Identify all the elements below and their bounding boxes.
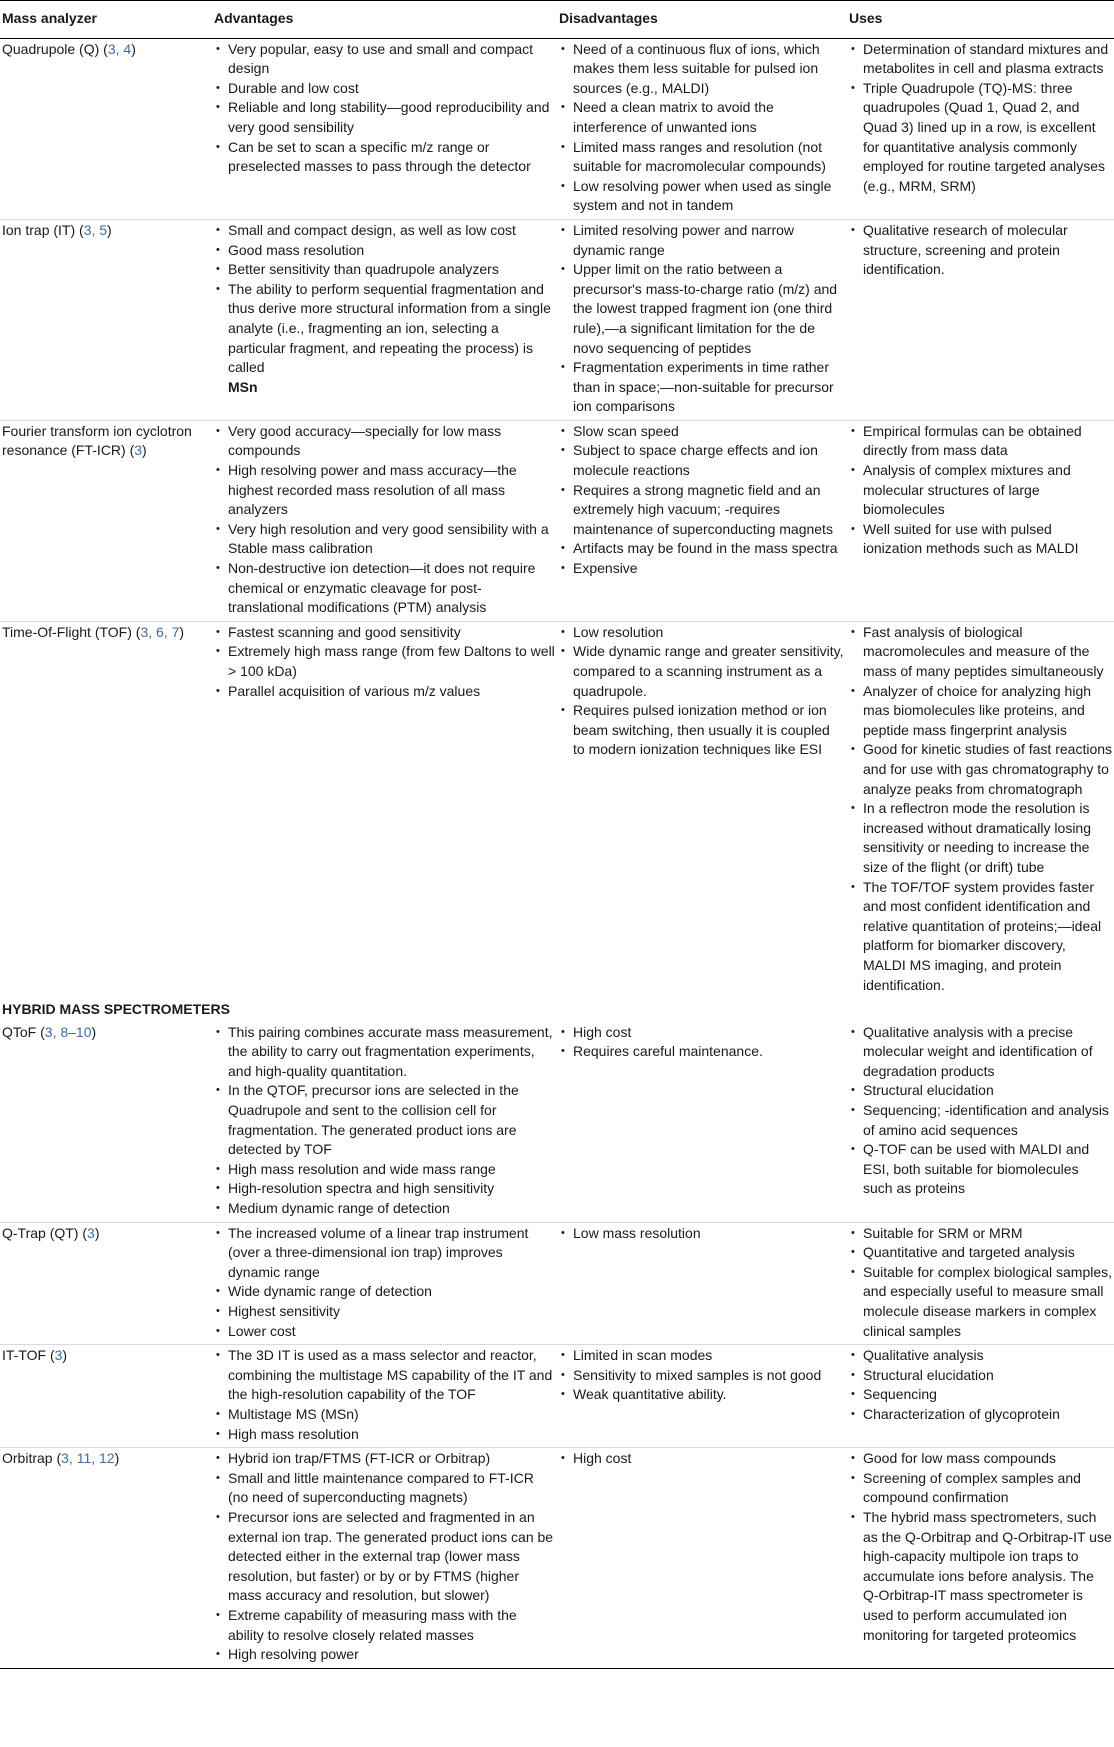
analyzer-name: Q-Trap (QT) (3): [0, 1222, 212, 1345]
list-item: • Sensitivity to mixed samples is not good: [559, 1366, 845, 1386]
table-row: [0, 1448, 1114, 1669]
list-item: • Qualitative analysis: [849, 1346, 1112, 1366]
list-item: • Low resolving power when used as single system and not in tandem: [559, 177, 845, 216]
list-item: • Limited mass ranges and resolution (not suitable for macromolecular compounds): [559, 138, 845, 177]
list-item: • Better sensitivity than quadrupole analyzers: [214, 260, 555, 280]
list-item: • Low resolution: [559, 623, 845, 643]
list-item: • Hybrid ion trap/FTMS (FT-ICR or Orbitrap): [214, 1449, 555, 1469]
uses-cell: [847, 219, 1114, 420]
list-item: • Lower cost: [214, 1322, 555, 1342]
list-item: • Fragmentation experiments in time rather than in space;—non-suitable for precursor ion comparisons: [559, 358, 845, 417]
list-item: • High-resolution spectra and high sensitivity: [214, 1179, 555, 1199]
list-item: • Upper limit on the ratio between a precursor's mass-to-charge ratio (m/z) and the lowest trapped fragment ion (one third rule),—a significant limitation for the de novo sequencing of peptides: [559, 260, 845, 358]
list-item: • The 3D IT is used as a mass selector and reactor, combining the multistage MS capability of the IT and the high-resolution capability of the TOF: [214, 1346, 555, 1405]
analyzer-name: Ion trap (IT) (3, 5): [0, 219, 212, 420]
analyzer-name: IT-TOF (3): [0, 1345, 212, 1448]
reference-link[interactable]: 3: [134, 442, 143, 459]
list-item: • Empirical formulas can be obtained directly from mass data: [849, 422, 1112, 461]
reference-link[interactable]: 3: [54, 1347, 63, 1364]
uses-cell: [847, 1345, 1114, 1448]
disadvantages-cell: [557, 621, 847, 998]
list-item: • Triple Quadrupole (TQ)-MS: three quadrupoles (Quad 1, Quad 2, and Quad 3) lined up in a row, is excellent for quantitative analysis commonly employed for routine targeted analyses (e.g., MRM, SRM): [849, 79, 1112, 197]
list-item: • Small and little maintenance compared to FT-ICR (no need of superconducting magnets): [214, 1469, 555, 1508]
disadvantages-cell: [557, 1022, 847, 1222]
uses-cell: [847, 1022, 1114, 1222]
disadvantages-cell: [557, 38, 847, 219]
header-uses: Uses: [847, 1, 1114, 39]
list-item: • Medium dynamic range of detection: [214, 1199, 555, 1219]
list-item: • Need of a continuous flux of ions, which makes them less suitable for pulsed ion sources (e.g., MALDI): [559, 40, 845, 99]
list-item: • Good mass resolution: [214, 241, 555, 261]
list-item: • Small and compact design, as well as low cost: [214, 221, 555, 241]
list-item: • Characterization of glycoprotein: [849, 1405, 1112, 1425]
list-item: • Well suited for use with pulsed ionization methods such as MALDI: [849, 520, 1112, 559]
list-item: • Non-destructive ion detection—it does not require chemical or enzymatic cleavage for post-translational modifications (PTM) analysis: [214, 559, 555, 618]
list-item: • Very popular, easy to use and small and compact design: [214, 40, 555, 79]
list-item: • Parallel acquisition of various m/z values: [214, 682, 555, 702]
table-row: [0, 621, 1114, 998]
disadvantages-cell: [557, 1345, 847, 1448]
list-item: • Q-TOF can be used with MALDI and ESI, both suitable for biomolecules such as proteins: [849, 1140, 1112, 1199]
list-item: • Artifacts may be found in the mass spectra: [559, 539, 845, 559]
advantages-cell: [212, 38, 557, 219]
list-item: • Precursor ions are selected and fragmented in an external ion trap. The generated product ions can be detected either in the external trap (lower mass resolution, but faster) or by or by FTMS (higher mass accuracy and resolution, but slower): [214, 1508, 555, 1606]
analyzer-name: QToF (3, 8–10): [2, 1023, 97, 1040]
list-item: • Very good accuracy—specially for low mass compounds: [214, 422, 555, 461]
list-item: • Multistage MS (MSn): [214, 1405, 555, 1425]
list-item: • Structural elucidation: [849, 1081, 1112, 1101]
list-item: • Determination of standard mixtures and metabolites in cell and plasma extracts: [849, 40, 1112, 79]
list-item: • Screening of complex samples and compound confirmation: [849, 1469, 1112, 1508]
list-item: • The TOF/TOF system provides faster and most confident identification and relative quantitation of proteins;—ideal platform for biomarker discovery, MALDI MS imaging, and protein identification.: [849, 878, 1112, 996]
analyzer-name: Fourier transform ion cyclotron resonance (FT-ICR) (3): [0, 420, 212, 621]
list-item: • Structural elucidation: [849, 1366, 1112, 1386]
list-item: • Extreme capability of measuring mass with the ability to resolve closely related masses: [214, 1606, 555, 1645]
list-item: • High resolving power and mass accuracy—the highest recorded mass resolution of all mass analyzers: [214, 461, 555, 520]
list-item: • High resolving power: [214, 1645, 555, 1665]
disadvantages-cell: [557, 420, 847, 621]
header-disadvantages: Disadvantages: [557, 1, 847, 39]
list-item: • Need a clean matrix to avoid the interference of unwanted ions: [559, 98, 845, 137]
header-mass-analyzer: Mass analyzer: [0, 1, 212, 39]
list-item: • Limited resolving power and narrow dynamic range: [559, 221, 845, 260]
list-item: • Fastest scanning and good sensitivity: [214, 623, 555, 643]
section-row: [0, 998, 1114, 1022]
list-item: • Fast analysis of biological macromolecules and measure of the mass of many peptides simultaneously: [849, 623, 1112, 682]
table-row: [0, 420, 1114, 621]
list-item: • Highest sensitivity: [214, 1302, 555, 1322]
advantages-cell: [212, 1448, 557, 1669]
list-item: • Weak quantitative ability.: [559, 1385, 845, 1405]
list-item: • Expensive: [559, 559, 845, 579]
list-item: • Durable and low cost: [214, 79, 555, 99]
list-item: • Good for low mass compounds: [849, 1449, 1112, 1469]
uses-cell: [847, 1448, 1114, 1669]
list-item: • Wide dynamic range and greater sensitivity, compared to a scanning instrument as a quadrupole.: [559, 642, 845, 701]
list-item: • Analysis of complex mixtures and molecular structures of large biomolecules: [849, 461, 1112, 520]
analyzer-name: Orbitrap (3, 11, 12): [0, 1448, 212, 1669]
header-row: [0, 1, 1114, 39]
list-item: • Requires careful maintenance.: [559, 1042, 845, 1062]
table-row: [0, 1022, 1114, 1222]
list-item: • This pairing combines accurate mass measurement, the ability to carry out fragmentation experiments, and high-quality quantitation.: [214, 1023, 555, 1082]
list-item: • Sequencing: [849, 1385, 1112, 1405]
disadvantages-cell: [557, 1222, 847, 1345]
reference-link[interactable]: 3, 4: [107, 40, 132, 57]
list-item: • Requires a strong magnetic field and an extremely high vacuum; -requires maintenance of superconducting magnets: [559, 481, 845, 540]
msn-term: MSn: [228, 378, 258, 395]
section-heading: HYBRID MASS SPECTROMETERS: [2, 1001, 230, 1018]
list-item: • Qualitative research of molecular structure, screening and protein identification.: [849, 221, 1112, 280]
list-item: • The ability to perform sequential fragmentation and thus derive more structural information from a single analyte (i.e., fragmenting an ion, selecting a particular fragment, and repeating the process) is called MSn: [214, 280, 555, 398]
table-row: [0, 219, 1114, 420]
advantages-cell: [212, 420, 557, 621]
analyzer-name: Quadrupole (Q) (3, 4): [2, 40, 136, 57]
disadvantages-cell: [557, 1448, 847, 1669]
reference-link[interactable]: 3, 5: [83, 221, 108, 238]
list-item: • Analyzer of choice for analyzing high mas biomolecules like proteins, and peptide mass fingerprint analysis: [849, 682, 1112, 741]
list-item: • Good for kinetic studies of fast reactions and for use with gas chromatography to analyze peaks from chromatograph: [849, 740, 1112, 799]
list-item: • Extremely high mass range (from few Daltons to well > 100 kDa): [214, 642, 555, 681]
list-item: • Reliable and long stability—good reproducibility and very good sensibility: [214, 98, 555, 137]
list-item: • Very high resolution and very good sensibility with a Stable mass calibration: [214, 520, 555, 559]
uses-cell: [847, 38, 1114, 219]
uses-cell: [847, 420, 1114, 621]
list-item: • Sequencing; -identification and analysis of amino acid sequences: [849, 1101, 1112, 1140]
table-row: [0, 38, 1114, 219]
list-item: • High cost: [559, 1449, 845, 1469]
reference-link[interactable]: 3: [87, 1224, 95, 1241]
advantages-cell: [212, 1345, 557, 1448]
reference-link[interactable]: 3, 6, 7: [140, 623, 180, 640]
list-item: • Quantitative and targeted analysis: [849, 1243, 1112, 1263]
table-row: [0, 1222, 1114, 1345]
list-item: • Qualitative analysis with a precise molecular weight and identification of degradation products: [849, 1023, 1112, 1082]
uses-cell: [847, 621, 1114, 998]
reference-link[interactable]: 3, 11, 12: [61, 1450, 115, 1467]
list-item: • The hybrid mass spectrometers, such as the Q-Orbitrap and Q-Orbitrap-IT use high-capacity multipole ion traps to accumulate ions before analysis. The Q-Orbitrap-IT mass spectrometer is used to perform accumulated ion monitoring for targeted proteomics: [849, 1508, 1112, 1645]
list-item: • Wide dynamic range of detection: [214, 1282, 555, 1302]
list-item: • Requires pulsed ionization method or ion beam switching, then usually it is coupled to modern ionization techniques like ESI: [559, 701, 845, 760]
list-item: • In the QTOF, precursor ions are selected in the Quadrupole and sent to the collision cell for fragmentation. The generated product ions are detected by TOF: [214, 1081, 555, 1159]
advantages-cell: [212, 1222, 557, 1345]
table-row: [0, 1345, 1114, 1448]
list-item: • Can be set to scan a specific m/z range or preselected masses to pass through the detector: [214, 138, 555, 177]
header-advantages: Advantages: [212, 1, 557, 39]
list-item: • High cost: [559, 1023, 845, 1043]
list-item: • High mass resolution: [214, 1425, 555, 1445]
analyzer-name: Time-Of-Flight (TOF) (3, 6, 7): [0, 621, 212, 998]
reference-link[interactable]: 3, 8–10: [44, 1023, 92, 1040]
advantages-cell: [212, 219, 557, 420]
list-item: • Slow scan speed: [559, 422, 845, 442]
list-item: • Subject to space charge effects and ion molecule reactions: [559, 441, 845, 480]
list-item: • In a reflectron mode the resolution is increased without dramatically losing sensitivity or needing to increase the size of the flight (or drift) tube: [849, 799, 1112, 877]
uses-cell: [847, 1222, 1114, 1345]
list-item: • High mass resolution and wide mass range: [214, 1160, 555, 1180]
advantages-cell: [212, 1022, 557, 1222]
advantages-cell: [212, 621, 557, 998]
list-item: • Limited in scan modes: [559, 1346, 845, 1366]
disadvantages-cell: [557, 219, 847, 420]
list-item: • Suitable for complex biological samples, and especially useful to measure small molecule disease markers in complex clinical samples: [849, 1263, 1112, 1341]
list-item: • Low mass resolution: [559, 1224, 845, 1244]
list-item: • Suitable for SRM or MRM: [849, 1224, 1112, 1244]
list-item: • The increased volume of a linear trap instrument (over a three-dimensional ion trap) improves dynamic range: [214, 1224, 555, 1283]
